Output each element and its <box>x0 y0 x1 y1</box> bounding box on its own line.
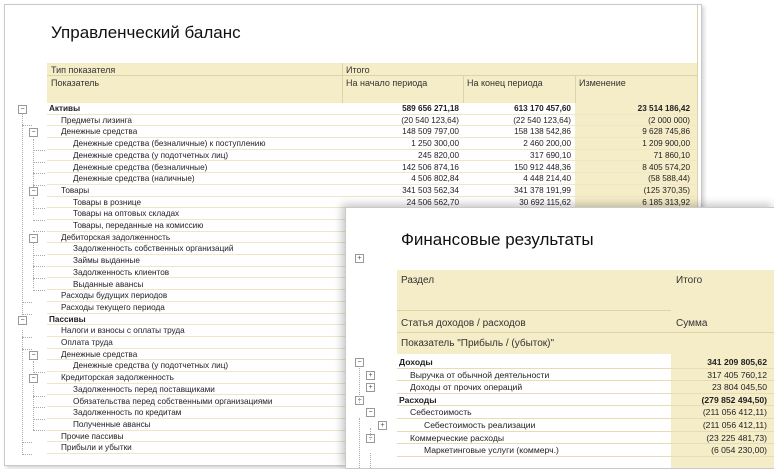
row-label: Задолженность собственных организаций <box>73 244 234 254</box>
cell-end: 2 460 200,00 <box>523 139 571 149</box>
row-label: Предметы лизинга <box>61 115 132 125</box>
row-label: Обязательства перед собственными организациями <box>73 396 273 406</box>
row-label: Полученные авансы <box>73 419 151 429</box>
table-row[interactable] <box>5 150 697 162</box>
cell-value: (211 056 412,11) <box>702 407 767 418</box>
row-label: Прочие пассивы <box>61 431 124 441</box>
collapse-toggle-icon[interactable]: − <box>29 234 38 243</box>
header-period-start: На начало периода <box>346 78 428 88</box>
cell-start: 148 509 797,00 <box>402 127 459 137</box>
row-label: Товары <box>61 185 90 195</box>
cell-change: (125 370,35) <box>643 185 690 195</box>
table-row[interactable] <box>5 173 697 185</box>
row-label: Активы <box>49 104 81 113</box>
row-label: Доходы от прочих операций <box>410 382 523 393</box>
table-row[interactable] <box>5 126 697 138</box>
cell-end: 341 378 191,99 <box>514 185 571 195</box>
cell-end: 317 690,10 <box>530 150 571 160</box>
report-title: Управленческий баланс <box>51 23 241 42</box>
row-label: Оплата труда <box>61 338 113 347</box>
cell-change: 23 514 186,42 <box>637 104 690 113</box>
cell-end: 4 448 214,40 <box>523 174 571 184</box>
row-label: Товары в рознице <box>73 197 142 207</box>
row-label: Товары, переданные на комиссию <box>73 221 204 230</box>
row-label: Денежные средства (наличные) <box>73 174 195 184</box>
row-label: Денежные средства (у подотчетных лиц) <box>73 361 229 371</box>
row-label: Коммерческие расходы <box>410 432 505 443</box>
cell-end: 30 692 115,62 <box>519 197 571 207</box>
table-row[interactable] <box>5 115 697 127</box>
table-row[interactable] <box>346 381 774 394</box>
row-label: Кредиторская задолженность <box>61 373 174 383</box>
cell-start: 24 506 562,70 <box>406 197 459 207</box>
cell-start: (20 540 123,64) <box>401 115 459 125</box>
header-section-total: Итого <box>676 275 703 286</box>
header-indicator-type: Тип показателя <box>51 65 116 75</box>
row-label: Задолженность клиентов <box>73 267 170 277</box>
expand-toggle-icon[interactable]: + <box>366 371 375 380</box>
row-label: Денежные средства <box>61 349 138 359</box>
collapse-toggle-icon[interactable]: − <box>366 434 375 443</box>
row-label: Денежные средства (безналичные) <box>73 162 208 172</box>
expand-toggle-icon[interactable]: + <box>366 383 375 392</box>
cell-value: 23 804 045,50 <box>712 382 767 393</box>
financial-results-report <box>345 207 774 469</box>
cell-value: (211 056 412,11) <box>702 420 767 430</box>
row-label: Займы выданные <box>73 256 140 266</box>
cell-end: (22 540 123,64) <box>513 115 571 125</box>
row-label: Пассивы <box>49 314 86 324</box>
table-row[interactable] <box>346 419 774 432</box>
row-label: Налоги и взносы с оплаты труда <box>61 326 185 336</box>
table-row[interactable] <box>346 394 774 407</box>
cell-value: 317 405 760,12 <box>707 369 767 380</box>
row-label: Себестоимость реализации <box>424 420 536 430</box>
cell-change: 6 185 313,92 <box>642 197 690 207</box>
table-row[interactable] <box>5 138 697 150</box>
row-label: Задолженность перед поставщиками <box>73 384 215 394</box>
table-row[interactable] <box>346 356 774 369</box>
cell-value: (23 225 481,73) <box>706 432 767 443</box>
row-label: Прибыли и убытки <box>61 443 132 453</box>
cell-start: 1 250 300,00 <box>411 139 459 149</box>
table-row[interactable] <box>5 185 697 197</box>
table-row[interactable] <box>5 103 697 115</box>
row-label: Расходы будущих периодов <box>61 291 168 301</box>
row-label: Маркетинговые услуги (коммерч.) <box>424 445 559 456</box>
table-row[interactable] <box>346 432 774 445</box>
cell-start: 341 503 562,34 <box>402 185 459 195</box>
cell-value: 341 209 805,62 <box>707 357 767 367</box>
cell-change: 71 860,10 <box>653 150 690 160</box>
header-article: Статья доходов / расходов <box>401 318 526 329</box>
row-label: Товары на оптовых складах <box>73 209 180 219</box>
cell-value: (279 852 494,50) <box>701 394 767 405</box>
collapse-toggle-icon[interactable]: − <box>366 408 375 417</box>
expand-toggle-icon[interactable]: + <box>355 254 364 263</box>
collapse-toggle-icon[interactable]: − <box>18 105 27 114</box>
row-label: Дебиторская задолженность <box>61 232 171 242</box>
report-title-2: Финансовые результаты <box>401 230 594 249</box>
cell-change: 1 209 900,00 <box>642 139 690 149</box>
cell-start: 245 820,00 <box>418 150 459 160</box>
header-period-end: На конец периода <box>467 78 543 88</box>
cell-change: 9 628 745,86 <box>642 127 690 137</box>
table-row[interactable] <box>346 444 774 457</box>
collapse-toggle-icon[interactable]: − <box>29 351 38 360</box>
row-label: Себестоимость <box>410 407 472 418</box>
cell-start: 589 656 271,18 <box>402 104 459 113</box>
row-label: Выручка от обычной деятельности <box>410 369 550 380</box>
row-label: Выданные авансы <box>73 279 144 289</box>
row-label: Денежные средства (безналичные) к поступлению <box>73 139 266 149</box>
row-label: Расходы текущего периода <box>61 302 165 312</box>
collapse-toggle-icon[interactable]: − <box>355 358 364 367</box>
row-label: Расходы <box>399 394 437 405</box>
collapse-toggle-icon[interactable]: − <box>355 396 364 405</box>
header-sum: Сумма <box>676 318 708 329</box>
cell-value: (6 054 230,00) <box>711 445 767 456</box>
row-label: Денежные средства (у подотчетных лиц) <box>73 150 229 160</box>
header-total: Итого <box>346 65 370 75</box>
row-label: Денежные средства <box>61 127 138 137</box>
collapse-toggle-icon[interactable]: − <box>29 128 38 137</box>
expand-toggle-icon[interactable]: + <box>378 421 387 430</box>
collapse-toggle-icon[interactable]: − <box>29 187 38 196</box>
collapse-toggle-icon[interactable]: − <box>18 316 27 325</box>
table-row[interactable] <box>5 162 697 174</box>
row-label: Задолженность по кредитам <box>73 408 182 418</box>
cell-change: (58 588,44) <box>648 174 690 184</box>
row-label: Доходы <box>399 357 433 367</box>
header-section: Раздел <box>401 275 435 286</box>
header-profit-indicator: Показатель "Прибыль / (убыток)" <box>401 338 555 349</box>
header-indicator: Показатель <box>51 78 100 88</box>
cell-change: 8 405 574,20 <box>642 162 690 172</box>
table-row[interactable] <box>346 406 774 419</box>
cell-end: 150 912 448,36 <box>514 162 571 172</box>
cell-change: (2 000 000) <box>648 115 690 125</box>
cell-start: 142 506 874,16 <box>402 162 459 172</box>
cell-end: 158 138 542,86 <box>514 127 571 137</box>
collapse-toggle-icon[interactable]: − <box>29 374 38 383</box>
header-change: Изменение <box>579 78 626 88</box>
table-row[interactable] <box>346 369 774 382</box>
cell-end: 613 170 457,60 <box>514 104 571 113</box>
cell-start: 4 506 802,84 <box>411 174 459 184</box>
